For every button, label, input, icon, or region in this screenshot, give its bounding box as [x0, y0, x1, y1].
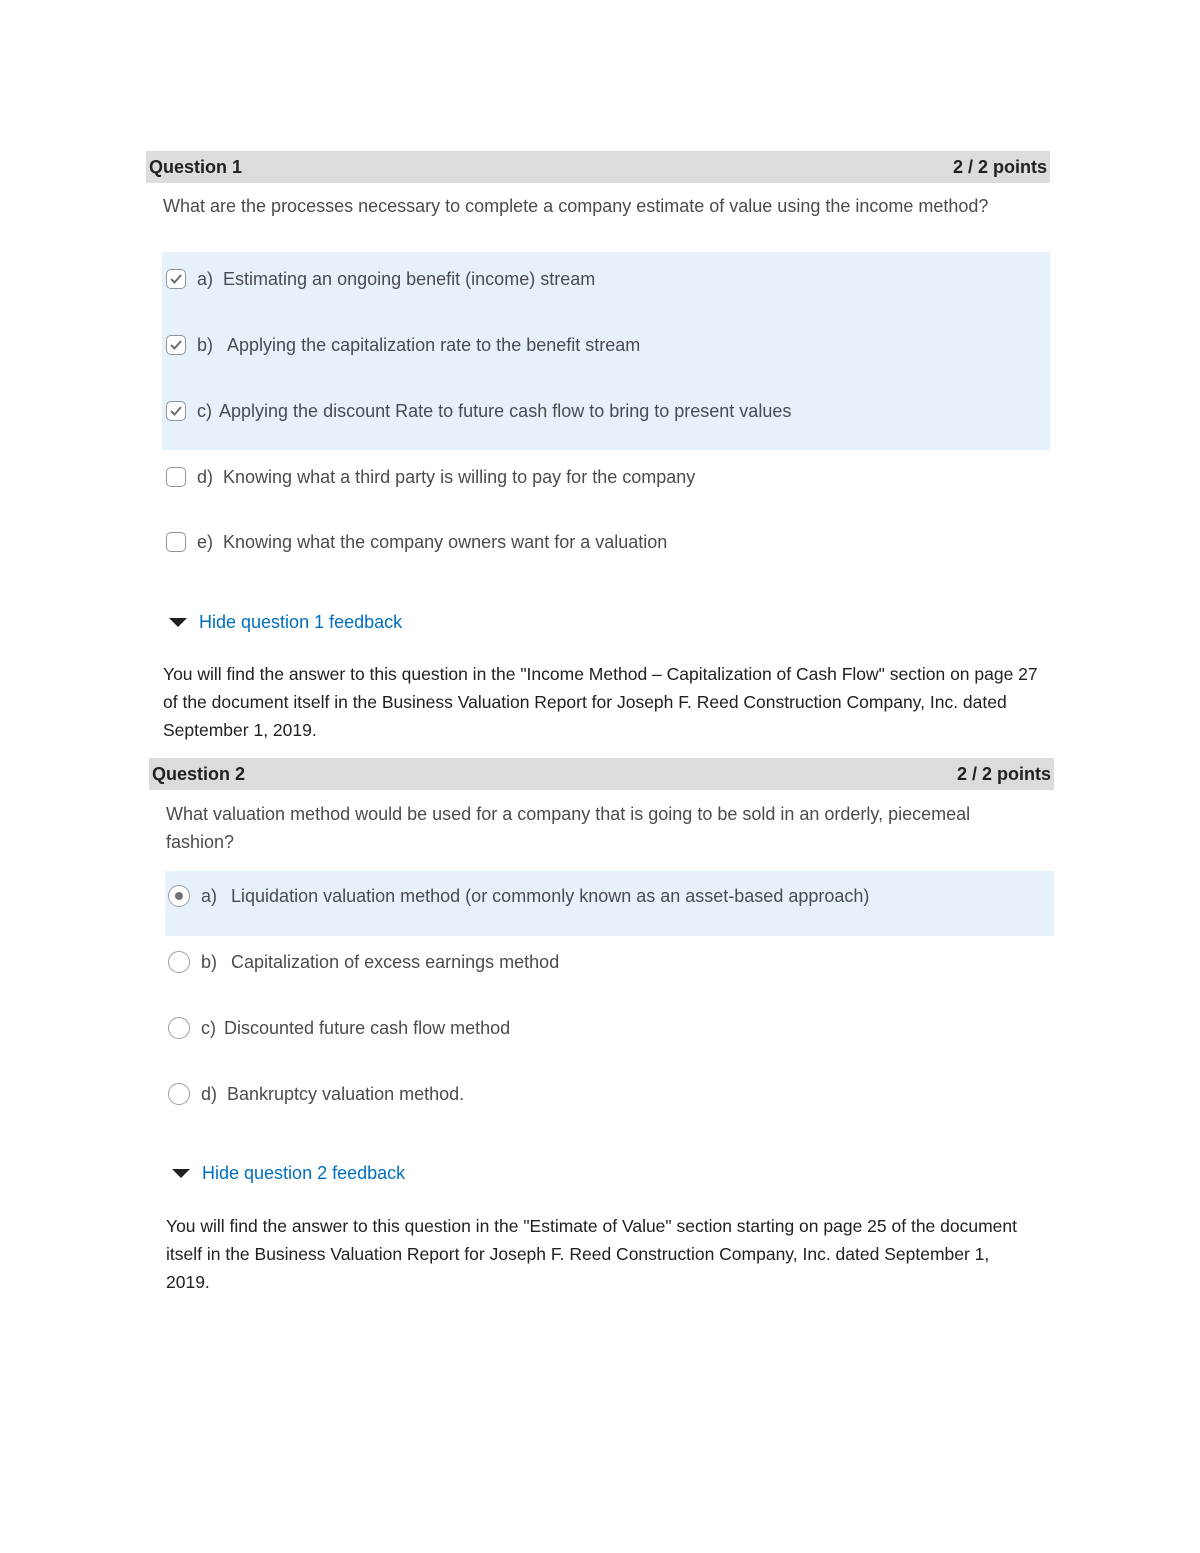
option-text: Estimating an ongoing benefit (income) stream — [223, 268, 596, 289]
question-2-option-c[interactable] — [168, 1015, 510, 1041]
question-1-title: Question 1 — [149, 156, 243, 177]
question-1-option-c[interactable] — [166, 398, 791, 424]
radio-dot-icon — [175, 892, 183, 900]
question-2-prompt: What valuation method would be used for a company that is going to be sold in an orderly, piecemeal fashion? — [166, 804, 971, 852]
radio-unselected[interactable] — [168, 1083, 190, 1105]
question-1-prompt: What are the processes necessary to complete a company estimate of value using the income method? — [163, 196, 989, 216]
radio-selected[interactable] — [168, 885, 190, 907]
question-1-option-b[interactable] — [166, 332, 640, 358]
checkbox-unchecked[interactable] — [166, 467, 186, 487]
checkbox-unchecked[interactable] — [166, 532, 186, 552]
question-1-points: 2 / 2 points — [952, 156, 1047, 177]
question-2-title: Question 2 — [152, 763, 246, 784]
option-letter: b) — [201, 951, 218, 972]
option-text: Knowing what a third party is willing to pay for the company — [223, 466, 696, 487]
option-text: Discounted future cash flow method — [224, 1017, 511, 1038]
option-letter: b) — [197, 334, 214, 355]
question-1-feedback-toggle[interactable] — [169, 612, 402, 633]
option-text: Applying the capitalization rate to the benefit stream — [227, 334, 641, 355]
option-text: Applying the discount Rate to future cash flow to bring to present values — [219, 400, 792, 421]
checkbox-checked[interactable] — [166, 401, 186, 421]
checkmark-icon — [169, 338, 183, 352]
option-text: Knowing what the company owners want for a valuation — [223, 531, 668, 552]
option-letter: c) — [201, 1017, 216, 1038]
question-1-option-d[interactable] — [166, 464, 695, 490]
question-2-feedback-toggle[interactable] — [172, 1163, 405, 1184]
checkbox-checked[interactable] — [166, 335, 186, 355]
radio-unselected[interactable] — [168, 951, 190, 973]
checkmark-icon — [169, 404, 183, 418]
feedback-toggle-label[interactable]: Hide question 2 feedback — [202, 1163, 406, 1183]
question-1-feedback: You will find the answer to this question in the "Income Method – Capitalization of Cash Flow" section on page 27 of the document itself in the Business Valuation Report for Joseph F. Reed Construction Company, Inc. dated September 1, 2019. — [163, 664, 1038, 740]
checkmark-icon — [169, 272, 183, 286]
question-1-option-e[interactable] — [166, 529, 667, 555]
question-1-option-a[interactable] — [166, 266, 595, 292]
checkbox-checked[interactable] — [166, 269, 186, 289]
option-letter: d) — [201, 1083, 218, 1104]
option-text: Liquidation valuation method (or commonly known as an asset-based approach) — [231, 885, 870, 906]
caret-down-icon — [172, 1169, 190, 1178]
question-2-option-b[interactable] — [168, 949, 559, 975]
option-letter: a) — [197, 268, 214, 289]
option-letter: d) — [197, 466, 214, 487]
feedback-toggle-label[interactable]: Hide question 1 feedback — [199, 612, 403, 632]
question-2-header — [149, 758, 1054, 790]
question-2-option-d[interactable] — [168, 1081, 464, 1107]
question-1-header — [146, 151, 1050, 183]
radio-unselected[interactable] — [168, 1017, 190, 1039]
option-letter: a) — [201, 885, 218, 906]
caret-down-icon — [169, 618, 187, 627]
option-letter: c) — [197, 400, 212, 421]
option-text: Capitalization of excess earnings method — [231, 951, 560, 972]
question-2-feedback: You will find the answer to this question in the "Estimate of Value" section starting on page 25 of the document itself in the Business Valuation Report for Joseph F. Reed Construction Company, Inc. dated September 1, 2019. — [166, 1216, 1017, 1292]
option-text: Bankruptcy valuation method. — [227, 1083, 465, 1104]
option-letter: e) — [197, 531, 214, 552]
question-2-option-a[interactable] — [168, 883, 869, 909]
question-2-points: 2 / 2 points — [956, 763, 1051, 784]
